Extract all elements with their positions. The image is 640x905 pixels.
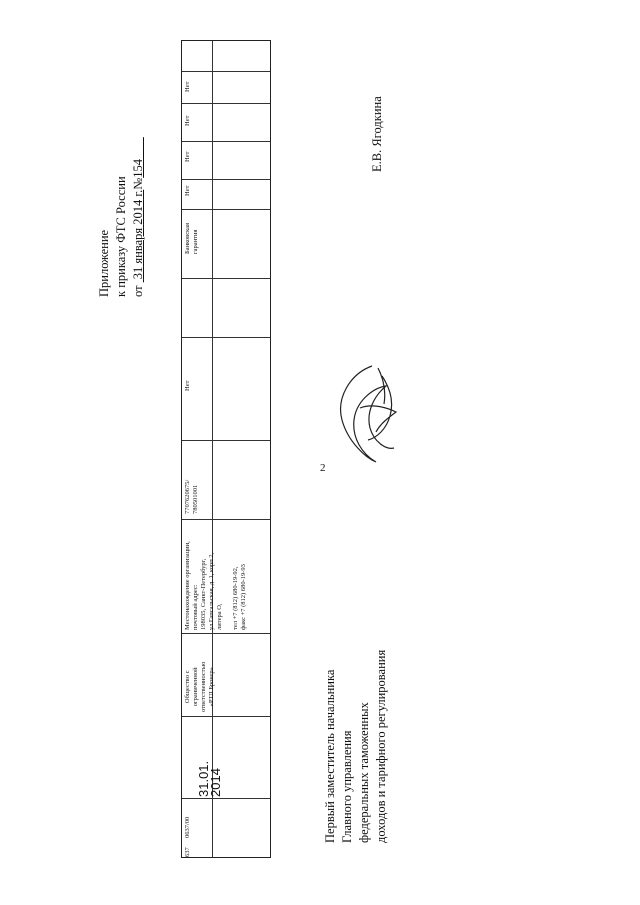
signer-name: Е.В. Ягодкина (370, 96, 384, 172)
date-value (131, 190, 145, 283)
cell-col11: Нет (184, 151, 191, 162)
inn-line: 7707620675/ (184, 479, 191, 514)
cell-address (184, 541, 248, 630)
cell-date-day: 31.01. (196, 760, 211, 797)
page-number: 2 (320, 462, 326, 474)
appendix-date-line (130, 137, 147, 297)
inn-line: 780501001 (192, 484, 199, 514)
org-line: ограниченной (192, 667, 199, 707)
date-year: 2014 (131, 199, 145, 225)
col-divider (182, 179, 270, 180)
col-divider (182, 519, 270, 520)
address-line: почтовый адрес: (192, 584, 199, 630)
org-line: «РТЛ Брокер» (208, 667, 215, 707)
appendix-header (96, 137, 147, 297)
cell-col7: Нет (184, 380, 191, 391)
cell-date (198, 761, 222, 797)
position-line: федеральных таможенных (357, 702, 371, 843)
col-divider (182, 141, 270, 142)
col-divider (182, 798, 270, 799)
number-label: № (131, 177, 145, 190)
date-suffix: г. (131, 189, 145, 197)
cell-col13: Нет (184, 81, 191, 92)
position-line: доходов и тарифного регулирования (374, 649, 388, 843)
col-divider (182, 103, 270, 104)
address-line: литера О, (216, 603, 223, 630)
address-line: ул Гапсальская, д. 1, корп 2, (208, 552, 215, 630)
address-line: 198035, Санкт-Петербург, (200, 558, 207, 630)
appendix-title: Приложение (97, 229, 111, 297)
col-divider (182, 337, 270, 338)
cell-col10: Нет (184, 185, 191, 196)
date-month: января (131, 227, 145, 264)
cell-inn-kpp (184, 480, 200, 514)
address-line: факс +7 (812) 680-19-93 (240, 564, 247, 630)
signer-position (322, 650, 390, 843)
org-line: ответственностью (200, 661, 207, 712)
table-row-divider (212, 41, 213, 857)
appendix-order-ref: к приказу ФТС России (114, 176, 128, 297)
col-divider (182, 633, 270, 634)
address-line: Местонахождение организации, (184, 541, 191, 630)
cell-date-year: 2014 (208, 768, 223, 797)
position-line: Главного управления (340, 730, 354, 843)
address-line: тел +7 (812) 680-19-92, (232, 566, 239, 630)
date-day: 31 (131, 266, 145, 280)
registry-table (181, 40, 271, 858)
col-divider (182, 278, 270, 279)
position-line: Первый заместитель начальника (323, 669, 337, 843)
signature-icon (332, 358, 404, 470)
col-divider (182, 440, 270, 441)
cell-guarantee: Банковская гарантия (184, 222, 199, 254)
cell-code: 0637/00 (184, 816, 191, 838)
cell-col12: Нет (184, 115, 191, 126)
col-divider (182, 71, 270, 72)
col-divider (182, 716, 270, 717)
address-line (224, 541, 232, 630)
order-number: 154 (131, 159, 145, 178)
cell-number: 637 (184, 847, 191, 857)
date-prefix: от (131, 285, 145, 297)
org-line: Общество с (184, 670, 191, 704)
cell-organization (184, 662, 216, 712)
